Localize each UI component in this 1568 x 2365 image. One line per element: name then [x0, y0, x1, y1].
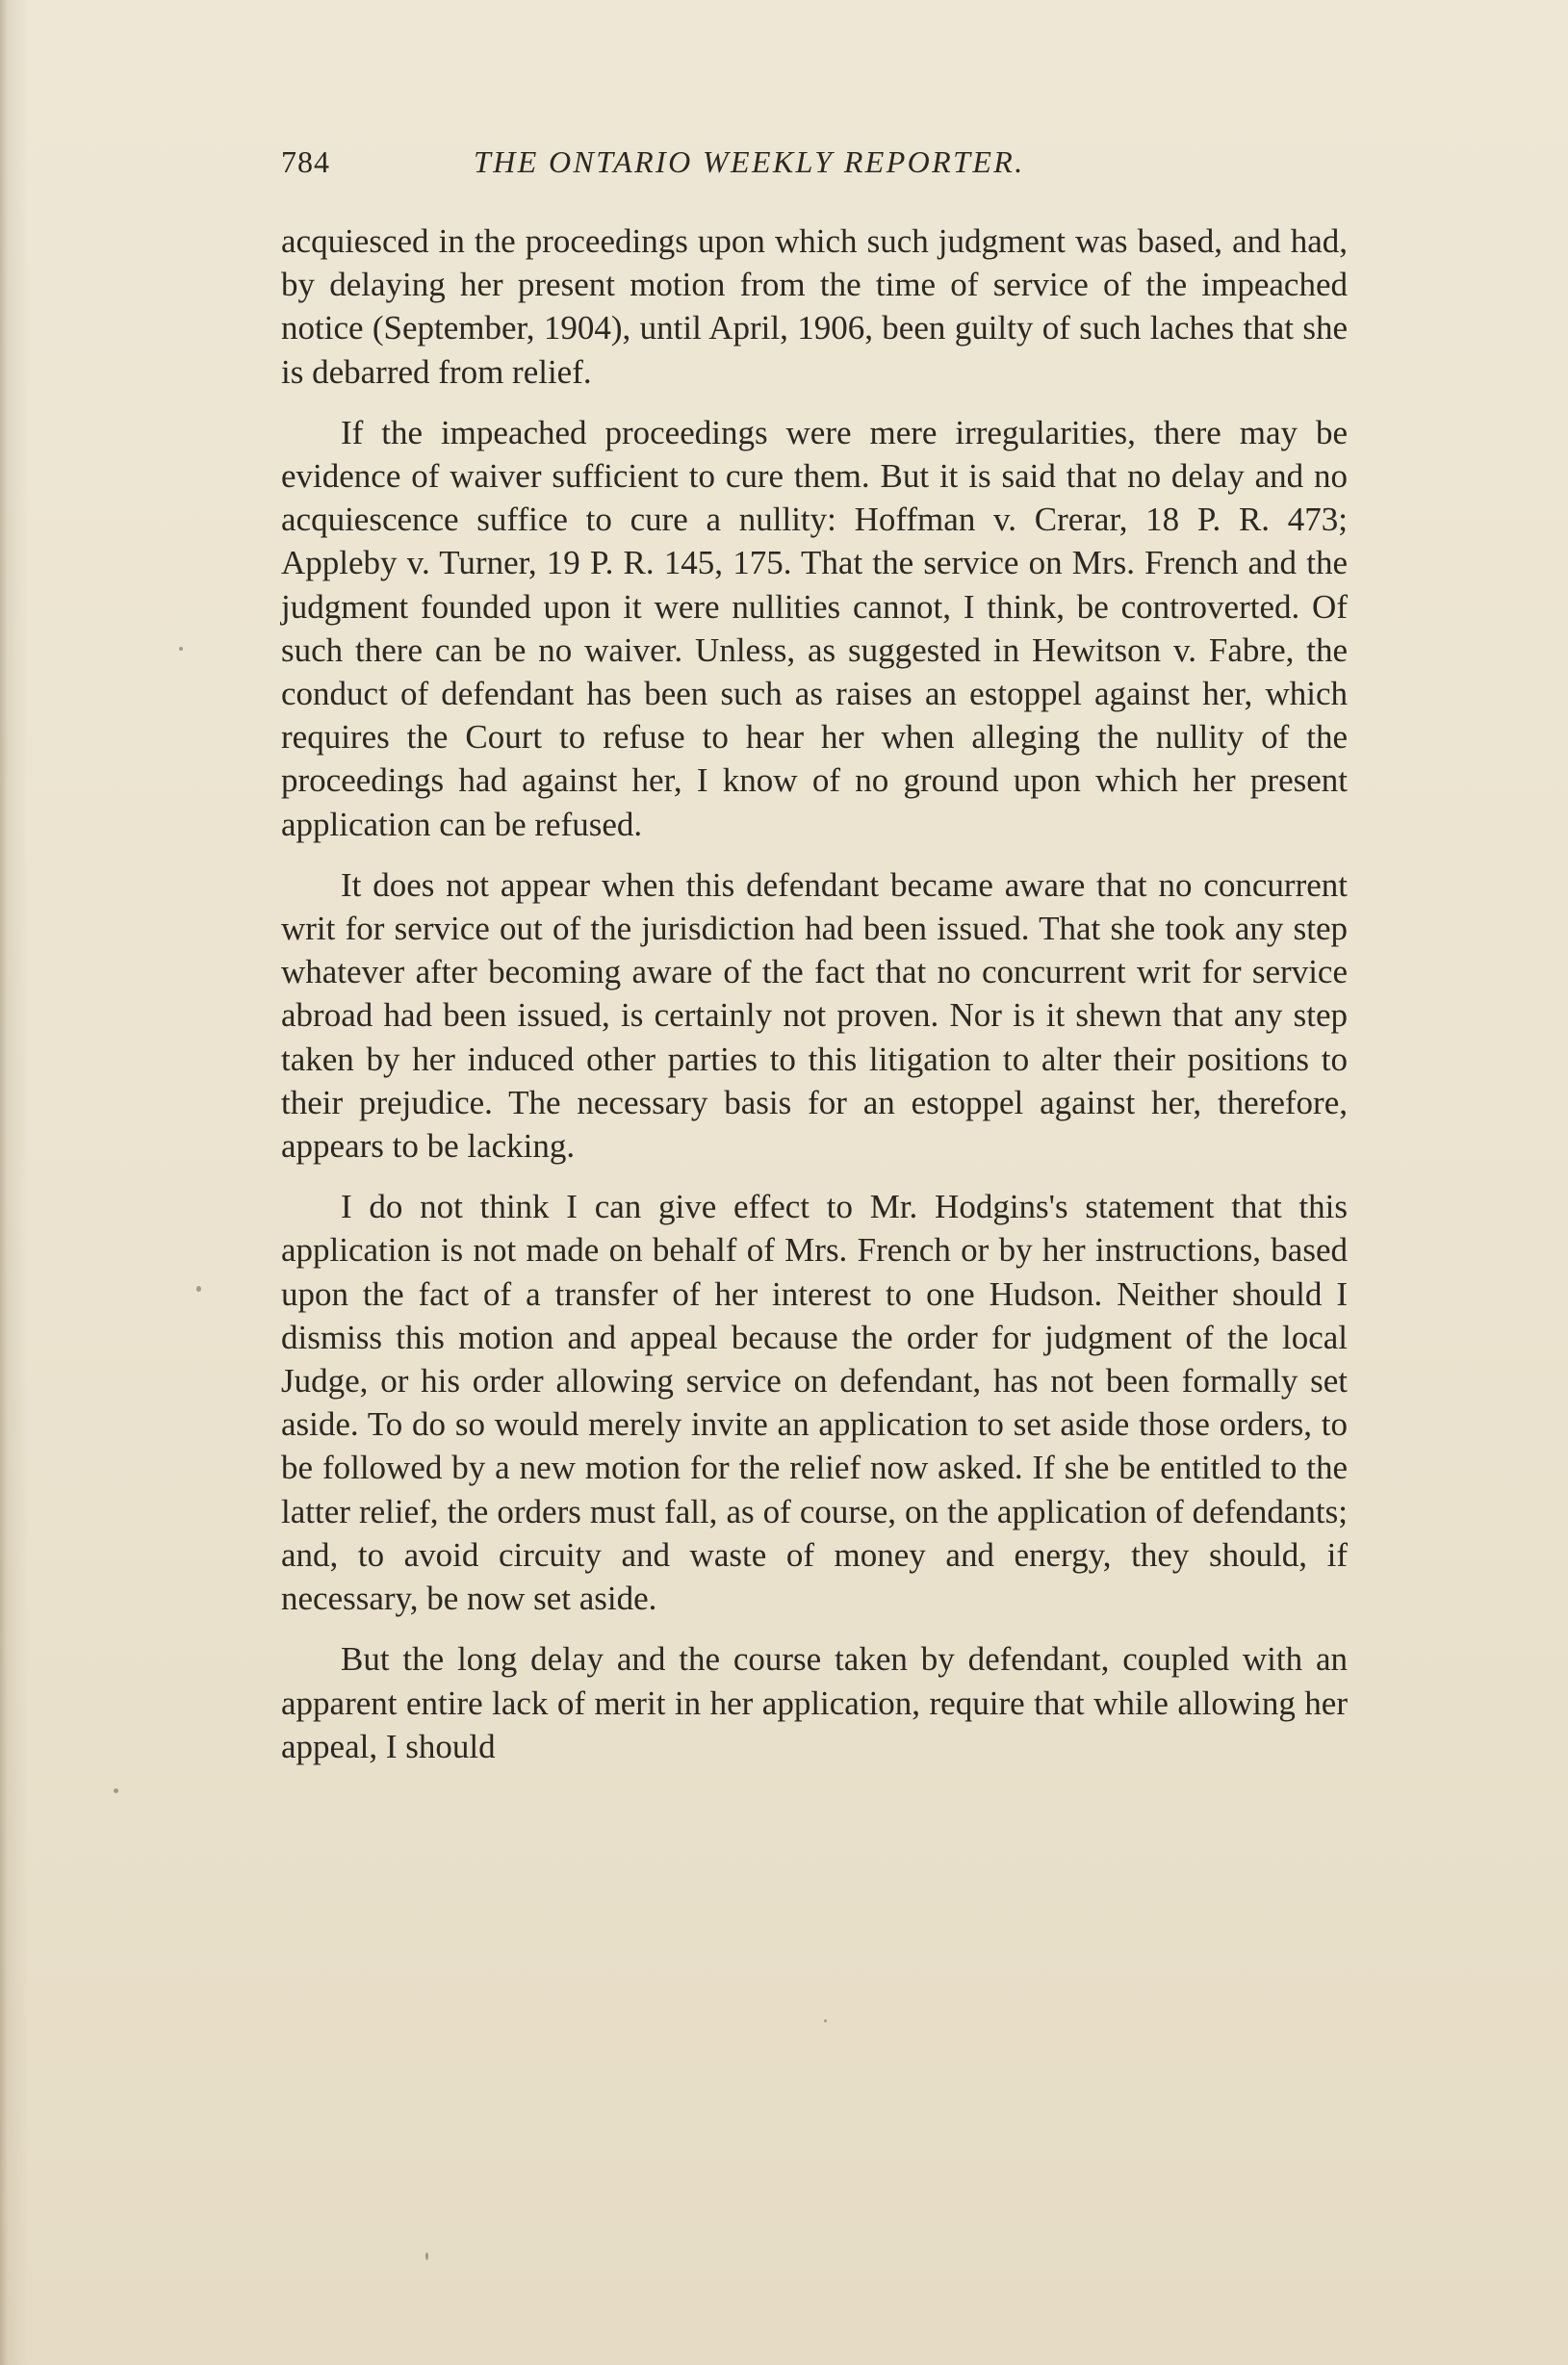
running-head [281, 144, 1350, 193]
paper-speck [179, 647, 183, 651]
page-number: 784 [281, 144, 330, 179]
body-text [281, 219, 1348, 1786]
paragraph-nullity: If the impeached proceedings were mere irregularities, there may be evidence of waiver sufficient to cure them. But it is said that no delay and no acquiescence suffice to cure a nullity: Hoffman v. Crerar, 18 P. R. 473; Appleby v. Turner, 19 P. R. 145, 175. That the service on Mrs. French and the judgment founded upon it were nullities cannot, I think, be controverted. Of such there can be no waiver. Unless, as suggested in Hewitson v. Fabre, the conduct of defendant has been such as raises an estoppel against her, which requires the Court to refuse to hear her when alleging the nullity of the proceedings had against her, I know of no ground upon which her present application can be refused. [281, 413, 1348, 843]
paper-speck [824, 2019, 827, 2022]
paper-speck [114, 1788, 118, 1793]
paper-speck [425, 2252, 428, 2260]
paragraph-continuation: acquiesced in the proceedings upon which such judgment was based, and had, by delaying her present motion from the time of service of the impeached notice (September, 1904), until April, 1906, been guilty of such laches that she is debarred from relief. [281, 222, 1348, 391]
paragraph-delay: But the long delay and the course taken by defendant, coupled with an apparent entire lack of merit in her application, require that while allowing her appeal, I should [281, 1640, 1348, 1765]
paragraph-estoppel: It does not appear when this defendant became aware that no concurrent writ for service out of the jurisdiction had been issued. That she took any step whatever after becoming aware of the fact that no concurrent writ for service abroad had been issued, is certainly not proven. Nor is it shewn that any step taken by her induced other parties to this litigation to alter their positions to their prejudice. The necessary basis for an estoppel against her, therefore, appears to be lacking. [281, 865, 1348, 1166]
paragraph-hodgins: I do not think I can give effect to Mr. Hodgins's statement that this application is not made on behalf of Mrs. French or by her instructions, based upon the fact of a transfer of her interest to one Hudson. Neither should I dismiss this motion and appeal because the order for judgment of the local Judge, or his order allowing service on defendant, has not been formally set aside. To do so would merely invite an application to set aside those orders, to be followed by a new motion for the relief now asked. If she be entitled to the latter relief, the orders must fall, as of course, on the application of defendants; and, to avoid circuity and waste of money and energy, they should, if necessary, be now set aside. [281, 1188, 1348, 1618]
paper-speck [196, 1286, 201, 1292]
journal-title: THE ONTARIO WEEKLY REPORTER. [474, 144, 1025, 179]
